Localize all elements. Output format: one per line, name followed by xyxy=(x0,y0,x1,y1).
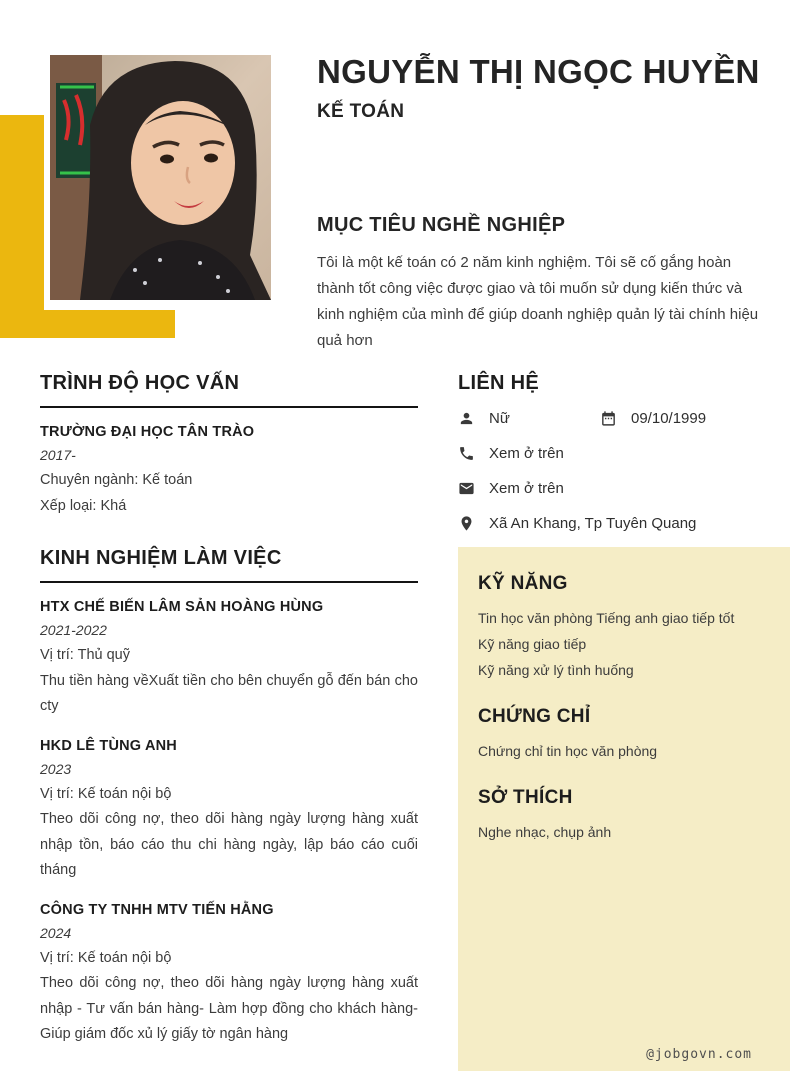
job-description: Thu tiền hàng vềXuất tiền cho bên chuyển gỗ đến bán cho cty xyxy=(40,672,418,714)
person-icon xyxy=(458,410,475,427)
contact-row-address xyxy=(458,514,790,534)
profile-photo xyxy=(50,55,271,300)
job-period: 2021-2022 xyxy=(40,622,107,638)
job-entry xyxy=(40,735,418,884)
education-entry xyxy=(40,421,418,519)
company-name: CÔNG TY TNHH MTV TIẾN HẰNG xyxy=(40,901,274,918)
address-value: Xã An Khang, Tp Tuyên Quang xyxy=(489,515,697,532)
skill-item: Tin học văn phòng Tiếng anh giao tiếp tốt xyxy=(478,610,735,626)
experience-section xyxy=(40,547,418,1048)
email-icon xyxy=(458,480,475,497)
objective-section xyxy=(317,214,767,354)
phone-value: Xem ở trên xyxy=(489,445,564,462)
contact-section xyxy=(458,372,790,549)
education-period: 2017- xyxy=(40,447,76,463)
dob-cell xyxy=(600,409,706,429)
hobby-item: Nghe nhạc, chụp ảnh xyxy=(478,824,612,840)
watermark: @jobgovn.com xyxy=(646,1047,752,1062)
education-heading: TRÌNH ĐỘ HỌC VẤN xyxy=(40,372,418,408)
gender-cell xyxy=(458,409,600,429)
gender-value: Nữ xyxy=(489,410,510,427)
school-name: TRƯỜNG ĐẠI HỌC TÂN TRÀO xyxy=(40,424,255,440)
phone-icon xyxy=(458,445,475,462)
contact-row-email xyxy=(458,479,790,499)
experience-heading: KINH NGHIỆM LÀM VIỆC xyxy=(40,547,418,583)
company-name: HTX CHẾ BIẾN LÂM SẢN HOÀNG HÙNG xyxy=(40,599,324,615)
skills-heading: KỸ NĂNG xyxy=(478,573,568,594)
accent-bar-horizontal xyxy=(0,310,175,338)
accent-bar-vertical xyxy=(0,115,44,338)
job-position: Vị trí: Kế toán nội bộ xyxy=(40,785,172,802)
candidate-job-title: KẾ TOÁN xyxy=(317,101,405,122)
contact-row-phone xyxy=(458,444,790,464)
education-grade: Xếp loại: Khá xyxy=(40,497,127,514)
dob-value: 09/10/1999 xyxy=(631,410,707,427)
hobbies-heading: SỞ THÍCH xyxy=(478,787,573,808)
side-panel xyxy=(458,547,790,1071)
company-name: HKD LÊ TÙNG ANH xyxy=(40,737,177,754)
email-value: Xem ở trên xyxy=(489,480,564,497)
certificate-item: Chứng chỉ tin học văn phòng xyxy=(478,743,658,759)
contact-heading: LIÊN HỆ xyxy=(458,372,539,394)
profile-photo-placeholder xyxy=(50,55,271,300)
left-column xyxy=(40,372,418,1063)
skill-item: Kỹ năng xử lý tình huống xyxy=(478,662,634,678)
job-entry xyxy=(40,596,418,720)
job-entry xyxy=(40,899,418,1048)
job-position: Vị trí: Thủ quỹ xyxy=(40,647,130,663)
contact-row-gender-dob xyxy=(458,409,790,429)
location-icon xyxy=(458,515,475,532)
calendar-icon xyxy=(600,410,617,427)
skill-item: Kỹ năng giao tiếp xyxy=(478,636,587,652)
objective-text: Tôi là một kế toán có 2 năm kinh nghiệm. Tôi sẽ cố gắng hoàn thành tốt công việc được giao và tôi muốn sử dụng kiến thức và kinh nghiệm của mình để giúp doanh nghiệp quản lý tài chính hiệu quả hơn xyxy=(317,254,759,349)
objective-heading: MỤC TIÊU NGHỀ NGHIỆP xyxy=(317,214,566,236)
job-period: 2023 xyxy=(40,760,72,777)
job-period: 2024 xyxy=(40,924,72,941)
job-description: Theo dõi công nợ, theo dõi hàng ngày lượng hàng xuất nhập - Tư vấn bán hàng- Làm hợp đồng cho khách hàng- Giúp giám đốc xủ lý giấy tờ ngân hàng xyxy=(40,975,418,1042)
education-section xyxy=(40,372,418,519)
education-major: Chuyên ngành: Kế toán xyxy=(40,472,193,488)
candidate-name: NGUYỄN THỊ NGỌC HUYỀN xyxy=(317,53,760,90)
job-description: Theo dõi công nợ, theo dõi hàng ngày lượng hàng xuất nhập tồn, báo cáo thu chi hàng ngày, lập báo cáo cuối tháng xyxy=(40,811,418,878)
header xyxy=(317,50,765,123)
certificates-heading: CHỨNG CHỈ xyxy=(478,706,591,727)
job-position: Vị trí: Kế toán nội bộ xyxy=(40,949,172,966)
